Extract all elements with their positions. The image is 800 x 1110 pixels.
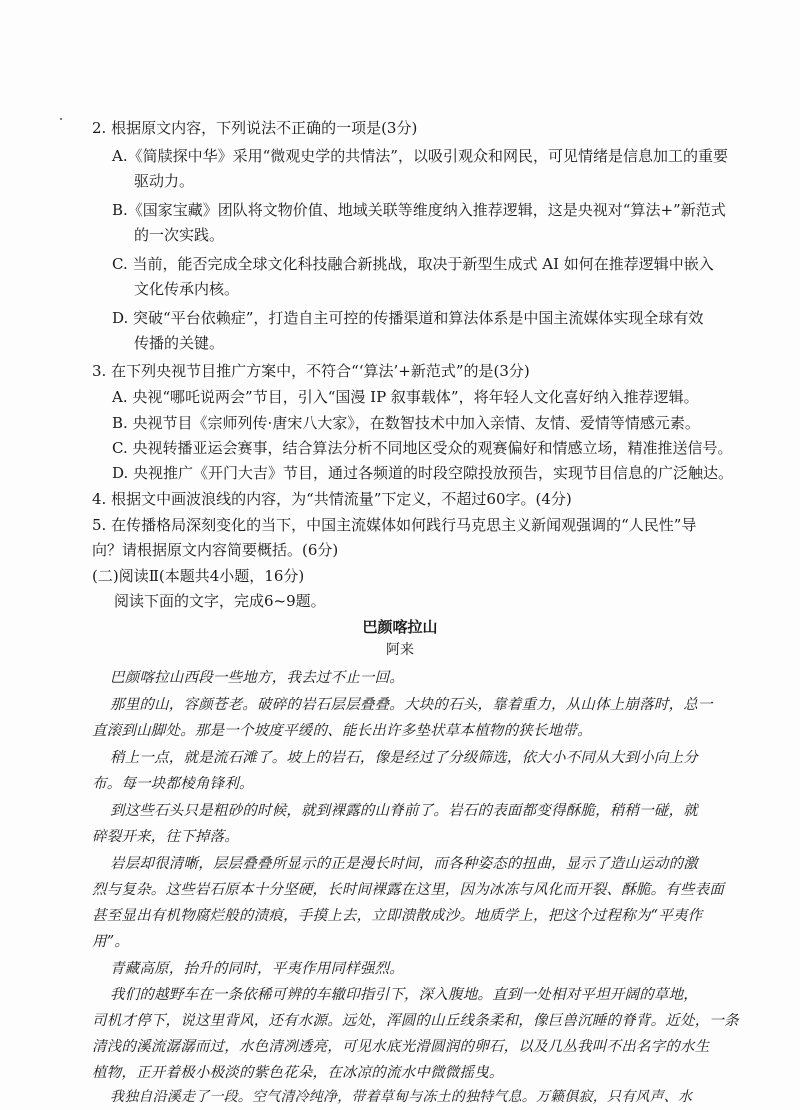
article-line: 用”。	[92, 934, 130, 950]
article-line: 烈与复杂。这些岩石原本十分坚硬，长时间裸露在这里，因为冰冻与风化而开裂、酥脆。有些表面	[92, 882, 725, 898]
q2-option-c: C. 当前，能否完成全球文化科技融合新挑战，取决于新型生成式 AI 如何在推荐逻辑中嵌入	[112, 255, 714, 273]
article-line: 植物，正开着极小极淡的紫色花朵，在冰凉的流水中微微摇曳。	[92, 1065, 504, 1081]
article-line: 碎裂开来，往下掉落。	[92, 829, 239, 845]
q3-option-c: C. 央视转播亚运会赛事，结合算法分析不同地区受众的观赛偏好和情感立场，精准推送信号。	[112, 439, 733, 457]
article-title: 巴颜喀拉山	[362, 618, 438, 636]
q2-option-a-cont: 驱动力。	[134, 172, 195, 190]
article-line: 稍上一点，就是流石滩了。坡上的岩石，像是经过了分级筛选，依大小不同从大到小向上分	[110, 750, 698, 766]
article-line: 巴颜喀拉山西段一些地方，我去过不止一回。	[110, 670, 404, 686]
article-line: 甚至显出有机物腐烂般的渍痕，手摸上去，立即溃散成沙。地质学上，把这个过程称为“平夷作	[92, 908, 703, 924]
section-instruction: 阅读下面的文字，完成6~9题。	[114, 592, 326, 610]
article-line: 我们的越野车在一条依稀可辨的车辙印指引下，深入腹地。直到一处相对平坦开阔的草地，	[110, 987, 698, 1003]
article-line: 我独自沿溪走了一段。空气清冷纯净，带着草甸与冻土的独特气息。万籁俱寂，只有风声、水	[110, 1089, 693, 1105]
article-line: 直滚到山脚处。那是一个坡度平缓的、能长出许多垫状草本植物的狭长地带。	[92, 723, 592, 739]
q4-stem: 4. 根据文中画波浪线的内容，为“共情流量”下定义，不超过60字。(4分)	[92, 490, 572, 508]
article-line: 岩层却很清晰，层层叠叠所显示的正是漫长时间，而各种姿态的扭曲，显示了造山运动的激	[110, 856, 698, 872]
q2-stem: 2. 根据原文内容，下列说法不正确的一项是(3分)	[92, 119, 418, 137]
article-author: 阿来	[386, 642, 414, 658]
article-line: 到这些石头只是粗砂的时候，就到裸露的山脊前了。岩石的表面都变得酥脆，稍稍一碰，就	[110, 803, 698, 819]
q3-option-a: A. 央视“哪吒说两会”节目，引入“国漫 IP 叙事载体”，将年轻人文化喜好纳入推荐逻辑。	[112, 388, 699, 406]
article-line: 司机才停下，说这里背风，还有水源。远处，浑圆的山丘线条柔和，像巨兽沉睡的脊背。近处，一条	[92, 1013, 739, 1029]
q5-stem-cont: 向？请根据原文内容简要概括。(6分)	[92, 541, 339, 559]
q2-option-a: A.《简牍探中华》采用“微观史学的共情法”，以吸引观众和网民，可见情绪是信息加工的重要	[112, 147, 728, 165]
scan-speck	[60, 118, 62, 120]
q5-stem: 5. 在传播格局深刻变化的当下，中国主流媒体如何践行马克思主义新闻观强调的“人民性”导	[92, 516, 697, 534]
q3-option-d: D. 央视推广《开门大吉》节目，通过各频道的时段空隙投放预告，实现节目信息的广泛触达。	[112, 464, 734, 482]
q3-option-b: B. 央视节目《宗师列传·唐宋八大家》，在数智技术中加入亲情、友情、爱情等情感元素。	[112, 414, 700, 432]
q2-option-c-cont: 文化传承内核。	[134, 280, 240, 298]
article-line: 布。每一块都棱角锋利。	[92, 776, 254, 792]
article-line: 清浅的溪流潺潺而过，水色清冽透亮，可见水底光滑圆润的卵石，以及几丛我叫不出名字的水生	[92, 1039, 710, 1055]
q2-option-b-cont: 的一次实践。	[134, 226, 225, 244]
q3-stem: 3. 在下列央视节目推广方案中，不符合“‘算法’+新范式”的是(3分)	[92, 362, 530, 380]
q2-option-d-cont: 传播的关键。	[134, 334, 225, 352]
q2-option-d: D. 突破“平台依赖症”，打造自主可控的传播渠道和算法体系是中国主流媒体实现全球有效	[112, 309, 704, 327]
article-line: 那里的山，容颜苍老。破碎的岩石层层叠叠。大块的石头，靠着重力，从山体上崩落时，总一	[110, 697, 713, 713]
q2-option-b: B.《国家宝藏》团队将文物价值、地域关联等维度纳入推荐逻辑，这是央视对“算法+”新范式	[112, 201, 726, 219]
article-line: 青藏高原，抬升的同时，平夷作用同样强烈。	[110, 961, 404, 977]
section-heading: (二)阅读Ⅱ(本题共4小题，16分)	[92, 567, 305, 585]
